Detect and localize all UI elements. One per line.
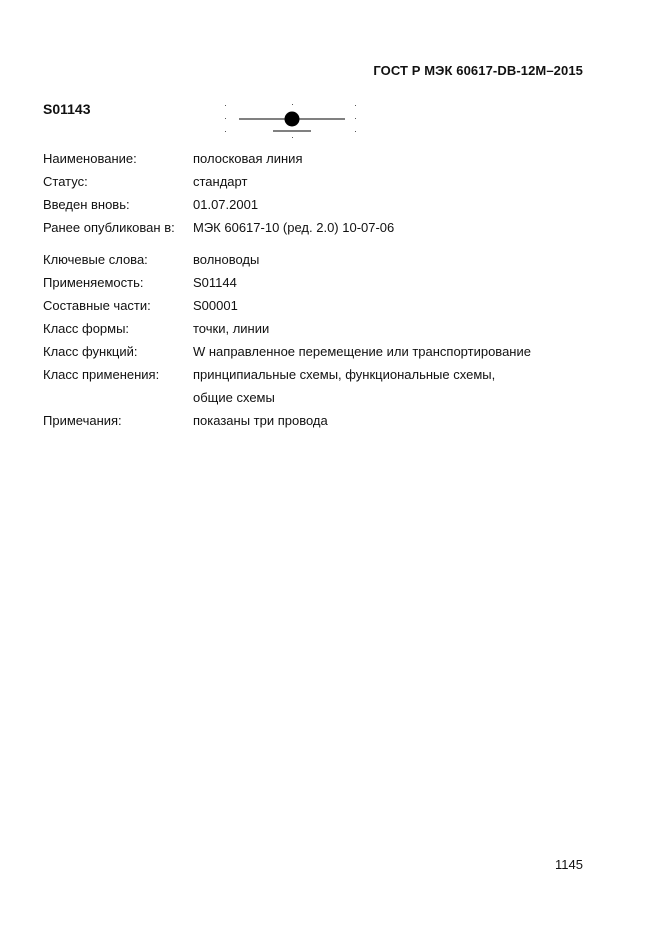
property-value: принципиальные схемы, функциональные схемы,: [193, 367, 496, 382]
property-row-function-class: [43, 340, 603, 363]
property-value: полосковая линия: [193, 151, 303, 166]
property-label: Ключевые слова:: [43, 252, 148, 267]
property-row-name: [43, 147, 603, 170]
property-label: Примечания:: [43, 413, 122, 428]
stripline-centre-dot: [285, 112, 300, 127]
symbol-id: S01143: [43, 101, 91, 117]
property-value: общие схемы: [193, 390, 275, 405]
property-label: Класс формы:: [43, 321, 130, 336]
property-value: стандарт: [193, 174, 248, 189]
section-gap: [43, 239, 603, 248]
stripline-symbol-graphic: [223, 101, 363, 141]
property-value: S01144: [193, 275, 237, 290]
property-value: показаны три провода: [193, 413, 328, 428]
property-label: Применяемость:: [43, 275, 144, 290]
page-number: 1145: [555, 857, 583, 872]
property-value: S00001: [193, 298, 238, 313]
property-label: [43, 386, 193, 409]
property-row-previously-published: [43, 216, 603, 239]
property-row-notes: [43, 409, 603, 432]
property-label: Наименование:: [43, 151, 137, 166]
property-row-introduced: [43, 193, 603, 216]
property-label: Класс применения:: [43, 367, 160, 382]
property-row-status: [43, 170, 603, 193]
property-value: волноводы: [193, 252, 260, 267]
property-row-components: [43, 294, 603, 317]
document-code: ГОСТ Р МЭК 60617-DB-12M–2015: [373, 63, 583, 78]
property-value: 01.07.2001: [193, 197, 259, 212]
property-label: Ранее опубликован в:: [43, 220, 175, 235]
symbol-properties: [43, 147, 603, 432]
property-label: Составные части:: [43, 298, 151, 313]
property-row-applicability: [43, 271, 603, 294]
property-value: точки, линии: [193, 321, 270, 336]
property-row-application-class-continued: [43, 386, 603, 409]
property-label: Класс функций:: [43, 344, 138, 359]
property-label: Введен вновь:: [43, 197, 130, 212]
property-row-shape-class: [43, 317, 603, 340]
property-label: Статус:: [43, 174, 88, 189]
property-value: МЭК 60617-10 (ред. 2.0) 10-07-06: [193, 220, 395, 235]
property-row-application-class: [43, 363, 603, 386]
property-value: W направленное перемещение или транспортирование: [193, 344, 531, 359]
property-row-keywords: [43, 248, 603, 271]
